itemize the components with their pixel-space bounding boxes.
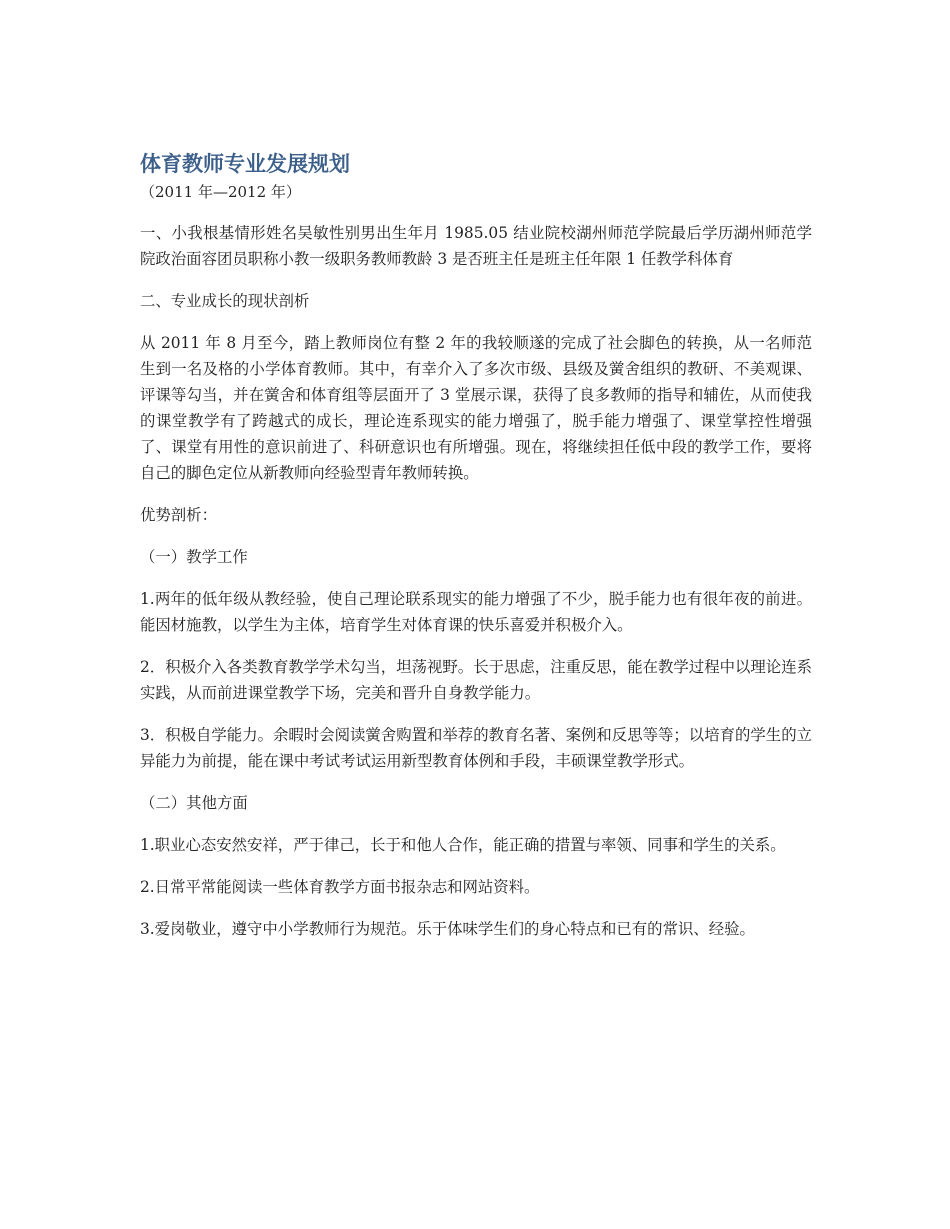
paragraph-other-1: 1.职业心态安然安祥，严于律己，长于和他人合作，能正确的措置与率领、同事和学生的关系。 <box>140 836 786 854</box>
section-heading-strengths: 优势剖析： <box>140 506 217 524</box>
paragraph-teaching-1: 1.两年的低年级从教经验，使自己理论联系现实的能力增强了不少，脱手能力也有很年夜的前进。能因材施教，以学生为主体，培育学生对体育课的快乐喜爱并积极介入。 <box>140 590 812 634</box>
paragraph-basic-info: 一、小我根基情形姓名吴敏性别男出生年月 1985.05 结业院校湖州师范学院最后学历湖州师范学院政治面容团员职称小教一级职务教师教龄 3 是否班主任是班主任年限 1 任教学科体育 <box>140 224 812 268</box>
document-page <box>140 148 812 958</box>
subsection-heading-other: （二）其他方面 <box>140 794 248 812</box>
document-title: 体育教师专业发展规划 <box>140 152 350 176</box>
paragraph-other-3: 3.爱岗敬业，遵守中小学教师行为规范。乐于体味学生们的身心特点和已有的常识、经验。 <box>140 920 755 938</box>
document-subtitle: （2011 年—2012 年） <box>140 183 301 201</box>
section-heading-status: 二、专业成长的现状剖析 <box>140 292 310 310</box>
paragraph-other-2: 2.日常平常能阅读一些体育教学方面书报杂志和网站资料。 <box>140 878 540 896</box>
paragraph-teaching-2: 2．积极介入各类教育教学学术勾当，坦荡视野。长于思虑，注重反思，能在教学过程中以理论连系实践，从而前进课堂教学下场，完美和晋升自身教学能力。 <box>140 658 812 702</box>
subsection-heading-teaching: （一）教学工作 <box>140 548 248 566</box>
paragraph-teaching-3: 3．积极自学能力。余暇时会阅读黉舍购置和举荐的教育名著、案例和反思等等；以培育的学生的立异能力为前提，能在课中考试考试运用新型教育体例和手段，丰硕课堂教学形式。 <box>140 726 812 770</box>
paragraph-status-analysis: 从 2011 年 8 月至今，踏上教师岗位有整 2 年的我较顺遂的完成了社会脚色的转换，从一名师范生到一名及格的小学体育教师。其中，有幸介入了多次市级、县级及黉舍组织的教研、不美观课、评课等勾当，并在黉舍和体育组等层面开了 3 堂展示课，获得了良多教师的指导和辅佐，从而使我的课堂教学有了跨越式的成长，理论连系现实的能力增强了，脱手能力增强了、课堂掌控性增强了、课堂有用性的意识前进了、科研意识也有所增强。现在，将继续担任低中段的教学工作，要将自己的脚色定位从新教师向经验型青年教师转换。 <box>140 334 812 482</box>
